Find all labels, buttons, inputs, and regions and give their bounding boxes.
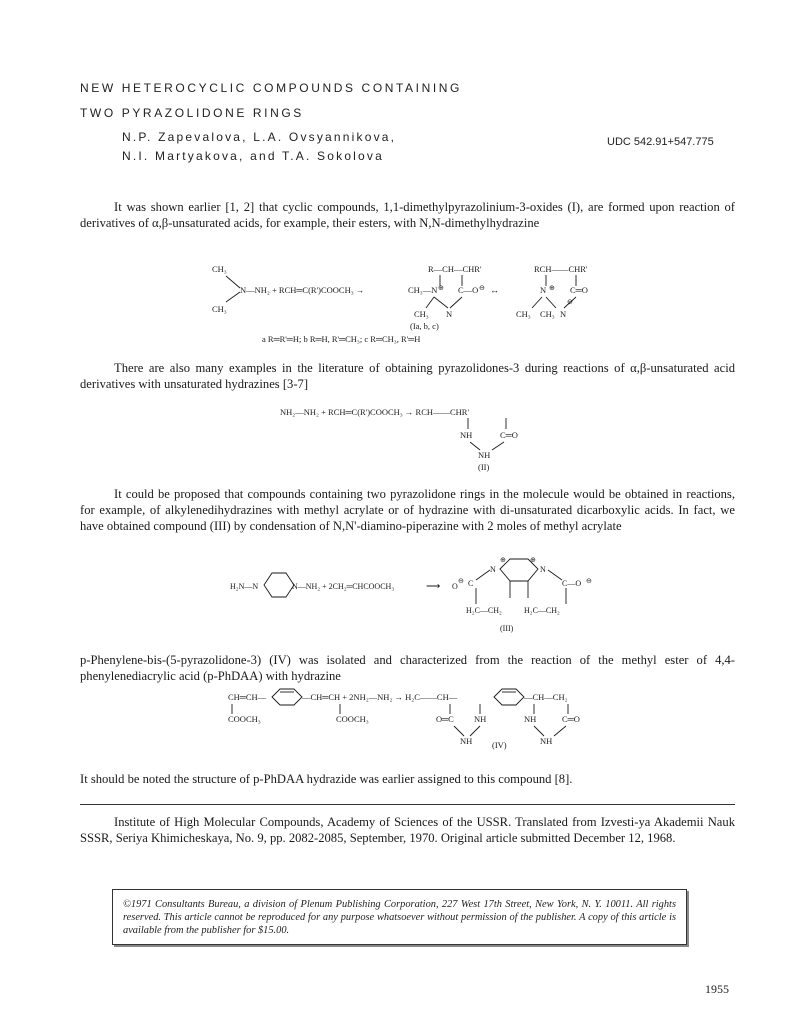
s1-ch3-top: CH₃ [212, 264, 227, 274]
s1-bond [450, 297, 462, 308]
s3-piperazine-ring [264, 573, 294, 597]
s1-bond [226, 292, 240, 302]
footnote-divider [80, 804, 735, 805]
s1-ring-n: N [446, 309, 453, 319]
s1-ch3-bottom: CH₃ [212, 304, 227, 314]
s3-ch2-right: H₂C—CH₂ [524, 606, 560, 615]
s1-res-n: N [540, 285, 547, 295]
s2-label: (II) [478, 462, 490, 472]
s3-plus-a: ⊕ [500, 556, 506, 564]
s3-n-right: N [540, 565, 546, 574]
copyright-text: ©1971 Consultants Bureau, a division of Plenum Publishing Corporation, 227 West 17th Street, New York, N. Y. 10011. All rights reserved. This article cannot be reproduced for any purpose whatsoever without permission of the publisher. A copy of this article is available from the publisher for $15.00. [123, 899, 676, 936]
s3-label: (III) [500, 624, 514, 633]
paragraph-5: It should be noted the structure of p-PhDAA hydrazide was earlier assigned to this compound [8]. [80, 772, 573, 786]
s4-bond [534, 726, 544, 736]
s3-nnh2: N—NH₂ + 2CH₂═CHCOOCH₃ [292, 582, 395, 591]
s4-bond [554, 726, 566, 736]
s4-mid-top: —CH═CH + 2NH₂—NH₂ → H₂C——CH— [302, 692, 458, 702]
s3-arrow: ⟶ [426, 581, 441, 592]
s4-nh1: NH [474, 714, 487, 724]
s1-bond [426, 297, 434, 308]
s1-bond [434, 297, 448, 308]
authors-line-1: N.P. Zapevalova, L.A. Ovsyannikova, [122, 130, 397, 144]
s3-bond [476, 570, 490, 580]
s1-variants: a R═R'═H; b R═H, R'═CH₃; c R═CH₃, R'═H [262, 334, 421, 344]
paragraph-2: There are also many examples in the literature of obtaining pyrazolidones-3 during reactions of α,β-unsaturated acid derivatives with unsaturated hydrazines [3-7] [80, 361, 735, 391]
s1-bond [226, 276, 240, 288]
reaction-scheme-4 [228, 686, 628, 770]
s1-ring-ch3: CH₃ [414, 309, 429, 319]
s3-n-left: N [490, 565, 496, 574]
reaction-scheme-1 [200, 262, 640, 348]
s1-bond [546, 297, 556, 308]
s2-bond [470, 442, 480, 450]
s3-minus-right: ⊖ [586, 577, 592, 585]
s4-cooch3-mid: COOCH₃ [336, 714, 369, 724]
copyright-box [112, 889, 687, 945]
authors-line-2: N.I. Martyakova, and T.A. Sokolova [122, 149, 385, 163]
affiliation-note: Institute of High Molecular Compounds, Academy of Sciences of the USSR. Translated from Izvesti-ya Akademii Nauk SSSR, Seriya Khimicheskaya, No. 9, pp. 2082-2085, September, 1970. Original article submitted December 12, 1968. [80, 815, 735, 845]
s4-benzene-ring-2 [494, 689, 524, 705]
s4-nh4: NH [540, 736, 553, 746]
s1-label: (Ia, b, c) [410, 321, 439, 331]
paragraph-1: It was shown earlier [1, 2] that cyclic compounds, 1,1-dimethylpyrazolinium-3-oxides (I), are formed upon reaction of derivatives of α,β-unsaturated acids, for example, their esters, with N,N-dimethylhydrazine [80, 200, 735, 230]
s2-co: C═O [500, 430, 518, 440]
s2-equation: NH₂—NH₂ + RCH═C(R')COOCH₃ → RCH——CHR' [280, 407, 470, 417]
s3-bond [548, 570, 562, 580]
page-number: 1955 [705, 982, 729, 996]
s1-minus: ⊖ [479, 284, 485, 292]
s1-res-minus: ⊖ [567, 298, 573, 306]
s2-nh: NH [460, 430, 473, 440]
s1-res-ch3b: CH₃ [540, 309, 555, 319]
s4-nh2: NH [524, 714, 537, 724]
reaction-scheme-2 [280, 404, 560, 474]
reaction-scheme-3 [228, 556, 608, 652]
udc-code: UDC 542.91+547.775 [607, 136, 714, 148]
s3-plus-b: ⊕ [530, 556, 536, 564]
s1-res-ch3: CH₃ [516, 309, 531, 319]
paragraph-4: p-Phenylene-bis-(5-pyrazolidone-3) (IV) was isolated and characterized from the reaction of the methyl ester of 4,4-phenylenediacrylic acid (p-PhDAA) with hydrazine [80, 653, 735, 683]
s1-ring-top: R—CH—CHR' [428, 264, 482, 274]
s3-h2n: H₂N—N [230, 582, 259, 591]
s1-plus: ⊕ [438, 284, 444, 292]
s4-bond [454, 726, 464, 736]
s3-ch2-left: H₂C—CH₂ [466, 606, 502, 615]
s1-reactant: N—NH₂ + RCH═C(R')COOCH₃ → [240, 285, 365, 295]
s3-c-right: C—O [562, 579, 582, 588]
s3-o-left: O [452, 582, 458, 591]
s2-bond [492, 442, 504, 450]
s4-benzene-ring-1 [272, 689, 302, 705]
s1-bond [532, 297, 542, 308]
s4-co: C═O [562, 714, 580, 724]
s4-right-top: —CH—CH₂ [524, 692, 568, 702]
s3-c-left: C [468, 579, 474, 588]
s1-arrow: ↔ [490, 285, 499, 295]
s1-carbon-o: C—O [458, 285, 479, 295]
s4-bond [470, 726, 480, 736]
s1-res-co: C═O [570, 285, 588, 295]
s4-oc: O═C [436, 714, 454, 724]
article-title-line-2: TWO PYRAZOLIDONE RINGS [80, 106, 304, 120]
s2-nh2: NH [478, 450, 491, 460]
paragraph-3: It could be proposed that compounds containing two pyrazolidone rings in the molecule would be obtained in reactions, for example, of alkylenedihydrazines with methyl acrylate or of hydrazine with di-unsaturated dicarboxylic acids. In fact, we have obtained compound (III) by condensation of N,N'-diamino-piperazine with 2 moles of methyl acrylate [80, 487, 735, 533]
s3-minus-left: ⊖ [458, 577, 464, 585]
s4-left-top: CH═CH— [228, 692, 267, 702]
s4-cooch3-left: COOCH₃ [228, 714, 261, 724]
s1-res-top: RCH——CHR' [534, 264, 588, 274]
s4-label: (IV) [492, 740, 507, 750]
article-title-line-1: NEW HETEROCYCLIC COMPOUNDS CONTAINING [80, 81, 462, 95]
s4-nh3: NH [460, 736, 473, 746]
s1-res-nb: N [560, 309, 567, 319]
s1-res-plus: ⊕ [549, 284, 555, 292]
authors [122, 128, 396, 166]
s1-ring-left: CH₃—N [408, 285, 438, 295]
